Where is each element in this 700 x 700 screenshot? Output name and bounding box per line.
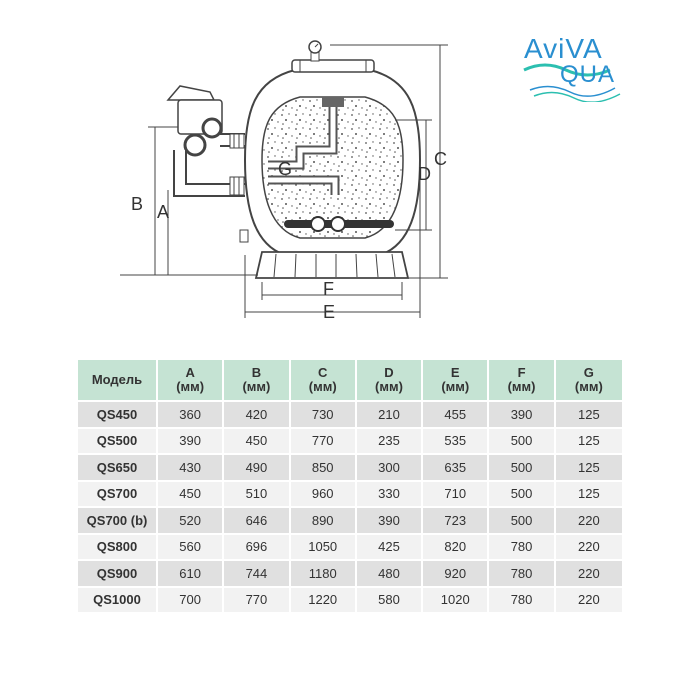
- model-cell: QS500: [78, 427, 158, 454]
- dimension-label-b: B: [131, 194, 144, 214]
- column-name: C: [318, 365, 328, 380]
- dimension-label-c: C: [434, 149, 447, 169]
- column-unit: (мм): [176, 379, 205, 394]
- table-cell: 425: [357, 533, 423, 560]
- table-row: [78, 506, 622, 533]
- table-row: [78, 480, 622, 507]
- table-row: [78, 533, 622, 560]
- dimension-label-f: F: [323, 279, 334, 299]
- table-cell: 850: [291, 453, 357, 480]
- column-unit: (мм): [375, 379, 403, 394]
- aviva-aqua-logo: [520, 26, 630, 102]
- table-cell: 220: [556, 559, 622, 586]
- table-cell: 125: [556, 427, 622, 454]
- table-cell: 920: [423, 559, 489, 586]
- table-cell: 220: [556, 533, 622, 560]
- table-row: [78, 559, 622, 586]
- table-cell: 390: [357, 506, 423, 533]
- table-cell: 1050: [291, 533, 357, 560]
- column-header: [423, 360, 489, 400]
- table-cell: 235: [357, 427, 423, 454]
- table-cell: 610: [158, 559, 224, 586]
- column-header: [224, 360, 290, 400]
- table-cell: 125: [556, 400, 622, 427]
- table-cell: 500: [489, 453, 555, 480]
- column-unit: (мм): [507, 379, 536, 394]
- table-cell: 450: [158, 480, 224, 507]
- table-cell: 390: [158, 427, 224, 454]
- model-cell: QS1000: [78, 586, 158, 613]
- table-cell: 646: [224, 506, 290, 533]
- table-row: [78, 453, 622, 480]
- model-cell: QS450: [78, 400, 158, 427]
- table-cell: 300: [357, 453, 423, 480]
- table-cell: 490: [224, 453, 290, 480]
- table-cell: 820: [423, 533, 489, 560]
- column-name: E: [450, 365, 460, 380]
- dimension-label-a: A: [157, 202, 170, 222]
- column-name: D: [384, 365, 394, 380]
- table-cell: 450: [224, 427, 290, 454]
- table-cell: 1020: [423, 586, 489, 613]
- table-cell: 635: [423, 453, 489, 480]
- column-name: G: [583, 365, 594, 380]
- table-cell: 770: [224, 586, 290, 613]
- column-unit: (мм): [574, 379, 603, 394]
- table-cell: 220: [556, 586, 622, 613]
- table-cell: 890: [291, 506, 357, 533]
- column-name: A: [185, 365, 195, 380]
- model-cell: QS700 (b): [78, 506, 158, 533]
- logo-bottom-text: QUA: [560, 61, 616, 88]
- table-cell: 723: [423, 506, 489, 533]
- table-cell: 360: [158, 400, 224, 427]
- table-cell: 430: [158, 453, 224, 480]
- column-header: [291, 360, 357, 400]
- table-cell: 390: [489, 400, 555, 427]
- table-cell: 520: [158, 506, 224, 533]
- table-cell: 960: [291, 480, 357, 507]
- table-cell: 455: [423, 400, 489, 427]
- dimension-label-g: G: [278, 159, 293, 179]
- model-cell: QS900: [78, 559, 158, 586]
- pressure-gauge-icon: [309, 41, 321, 61]
- table-cell: 420: [224, 400, 290, 427]
- column-name: Модель: [91, 372, 143, 387]
- table-cell: 535: [423, 427, 489, 454]
- column-unit: (мм): [441, 379, 470, 394]
- model-cell: QS700: [78, 480, 158, 507]
- table-cell: 744: [224, 559, 290, 586]
- table-cell: 500: [489, 480, 555, 507]
- multiport-valve: [168, 86, 245, 195]
- table-row: [78, 586, 622, 613]
- table-cell: 780: [489, 533, 555, 560]
- filter-tank: [240, 41, 420, 278]
- table-cell: 210: [357, 400, 423, 427]
- table-cell: 1180: [291, 559, 357, 586]
- table-cell: 125: [556, 480, 622, 507]
- table-cell: 1220: [291, 586, 357, 613]
- specifications-table: [78, 360, 622, 612]
- table-cell: 500: [489, 506, 555, 533]
- logo-top-text: AviVA: [524, 33, 603, 64]
- table-cell: 330: [357, 480, 423, 507]
- column-unit: (мм): [242, 379, 271, 394]
- dimension-label-e: E: [323, 302, 336, 322]
- dimension-label-d: D: [418, 164, 431, 184]
- column-header: [78, 360, 158, 400]
- table-cell: 480: [357, 559, 423, 586]
- column-unit: (мм): [308, 379, 337, 394]
- model-cell: QS650: [78, 453, 158, 480]
- table-cell: 696: [224, 533, 290, 560]
- column-name: B: [251, 365, 262, 380]
- column-header: [357, 360, 423, 400]
- table-cell: 220: [556, 506, 622, 533]
- column-header: [556, 360, 622, 400]
- table-header-row: [78, 360, 622, 400]
- table-row: [78, 400, 622, 427]
- table-cell: 780: [489, 559, 555, 586]
- column-header: [158, 360, 224, 400]
- table-cell: 125: [556, 453, 622, 480]
- table-cell: 730: [291, 400, 357, 427]
- table-cell: 510: [224, 480, 290, 507]
- table-cell: 560: [158, 533, 224, 560]
- column-header: [489, 360, 555, 400]
- table-cell: 780: [489, 586, 555, 613]
- model-cell: QS800: [78, 533, 158, 560]
- table-cell: 500: [489, 427, 555, 454]
- table-cell: 710: [423, 480, 489, 507]
- column-name: F: [517, 365, 526, 380]
- table-row: [78, 427, 622, 454]
- table-cell: 580: [357, 586, 423, 613]
- table-cell: 700: [158, 586, 224, 613]
- table-cell: 770: [291, 427, 357, 454]
